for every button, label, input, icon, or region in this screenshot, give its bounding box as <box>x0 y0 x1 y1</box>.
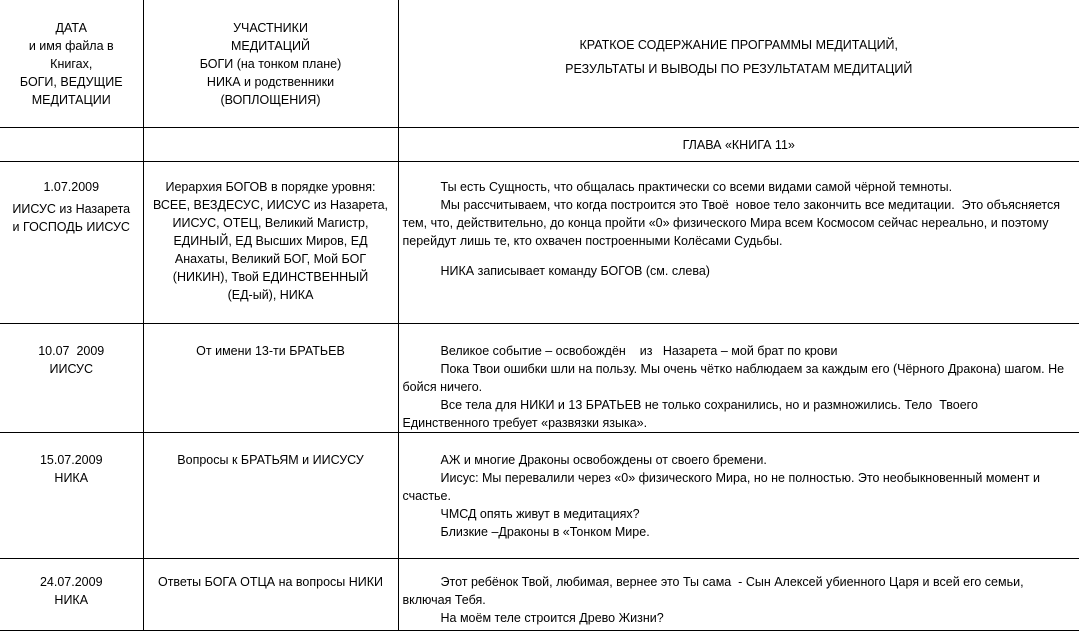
content-cell <box>398 558 1079 630</box>
participant-line: Вопросы к БРАТЬЯМ и ИИСУСУ <box>177 452 364 467</box>
participants-cell <box>143 558 398 630</box>
content-cell <box>398 161 1079 323</box>
content-cell <box>398 432 1079 558</box>
header-content-line2: РЕЗУЛЬТАТЫ И ВЫВОДЫ ПО РЕЗУЛЬТАТАМ МЕДИТАЦИЙ <box>565 62 913 76</box>
header-date-cell <box>0 0 143 127</box>
content-paragraph: Великое событие – освобождён из Назарета – мой брат по крови <box>440 343 838 358</box>
header-date-line: МЕДИТАЦИИ <box>31 93 111 107</box>
date-text: 15.07.2009 <box>39 452 103 467</box>
header-date-line: БОГИ, ВЕДУЩИЕ <box>19 75 123 89</box>
content-paragraph: Близкие –Драконы в «Тонком Мире. <box>440 524 650 539</box>
leader-text: НИКА <box>54 592 89 607</box>
date-cell <box>0 558 143 630</box>
participants-cell <box>143 323 398 432</box>
participant-line: (ЕД-ый), НИКА <box>227 287 314 302</box>
date-cell <box>0 432 143 558</box>
header-content-line1: КРАТКОЕ СОДЕРЖАНИЕ ПРОГРАММЫ МЕДИТАЦИЙ, <box>579 38 899 52</box>
date-cell <box>0 161 143 323</box>
header-participants-line: МЕДИТАЦИЙ <box>231 39 310 53</box>
content-paragraph: Этот ребёнок Твой, любимая, вернее это Ты сама - Сын Алексей убиенного Царя и всей его семьи, включая Тебя. <box>402 574 1028 607</box>
date-text: 10.07 2009 <box>38 343 105 358</box>
content-paragraph: АЖ и многие Драконы освобождены от своего бремени. <box>440 452 767 467</box>
leader-text: ИИСУС из Назарета <box>12 201 131 216</box>
header-participants-line: НИКА и родственники <box>206 75 335 89</box>
header-participants-line: УЧАСТНИКИ <box>233 21 308 35</box>
chapter-empty-cell <box>0 127 143 161</box>
content-paragraph: Ты есть Сущность, что общалась практически со всеми видами самой чёрной темноты. <box>440 179 953 194</box>
table-row <box>0 558 1079 630</box>
header-row <box>0 0 1079 127</box>
participant-line: ИИСУС, ОТЕЦ, Великий Магистр, <box>172 215 369 230</box>
content-paragraph: Все тела для НИКИ и 13 БРАТЬЕВ не только сохранились, но и размножились. Тело Твоего Единственного требует «развязки языка». <box>402 397 982 430</box>
content-paragraph: НИКА записывает команду БОГОВ (см. слева) <box>440 263 710 278</box>
participant-line: ЕДИНЫЙ, ЕД Высших Миров, ЕД <box>173 233 368 248</box>
participant-line: (НИКИН), Твой ЕДИНСТВЕННЫЙ <box>172 269 369 284</box>
participant-line: ВСЕЕ, ВЕЗДЕСУС, ИИСУС из Назарета, <box>152 197 389 212</box>
header-date-line: и имя файла в <box>28 39 114 53</box>
content-cell <box>398 323 1079 432</box>
header-participants-line: БОГИ (на тонком плане) <box>199 57 342 71</box>
participant-line: Анахаты, Великий БОГ, Мой БОГ <box>174 251 367 266</box>
chapter-row <box>0 127 1079 161</box>
content-paragraph: Мы рассчитываем, что когда построится это Твоё новое тело закончить все медитации. Это объясняется тем, что, действительно, до конца пройти «0» физического Мира всем Космосом сейчас нереально, и поэтому перейдут лишь те, кто охвачен построенными Колёсами Судьбы. <box>402 197 1064 248</box>
leader-text: ИИСУС <box>49 361 94 376</box>
chapter-empty-cell <box>143 127 398 161</box>
header-participants-cell <box>143 0 398 127</box>
table-row <box>0 323 1079 432</box>
date-cell <box>0 323 143 432</box>
participant-line: Иерархия БОГОВ в порядке уровня: <box>165 179 376 194</box>
participants-cell <box>143 161 398 323</box>
participant-line: Ответы БОГА ОТЦА на вопросы НИКИ <box>157 574 384 589</box>
chapter-title: ГЛАВА «КНИГА 11» <box>682 137 795 152</box>
header-content-cell <box>398 0 1079 127</box>
date-text: 1.07.2009 <box>43 179 100 194</box>
header-participants-line: (ВОПЛОЩЕНИЯ) <box>220 93 321 107</box>
table-row <box>0 161 1079 323</box>
participant-line: От имени 13-ти БРАТЬЕВ <box>196 343 345 358</box>
table-row <box>0 432 1079 558</box>
content-paragraph: Пока Твои ошибки шли на пользу. Мы очень чётко наблюдаем за каждым его (Чёрного Дракона) шагом. Не бойся ничего. <box>402 361 1068 394</box>
chapter-cell <box>398 127 1079 161</box>
content-paragraph: ЧМСД опять живут в медитациях? <box>440 506 640 521</box>
leader-text: и ГОСПОДЬ ИИСУС <box>12 219 130 234</box>
leader-text: НИКА <box>54 470 89 485</box>
content-paragraph: На моём теле строится Древо Жизни? <box>440 610 664 625</box>
header-date-line: Книгах, <box>50 57 93 71</box>
participants-cell <box>143 432 398 558</box>
content-paragraph: Иисус: Мы перевалили через «0» физического Мира, но не полностью. Это необыкновенный момент и счастье. <box>402 470 1044 503</box>
date-text: 24.07.2009 <box>39 574 103 589</box>
header-date-line: ДАТА <box>55 21 87 35</box>
